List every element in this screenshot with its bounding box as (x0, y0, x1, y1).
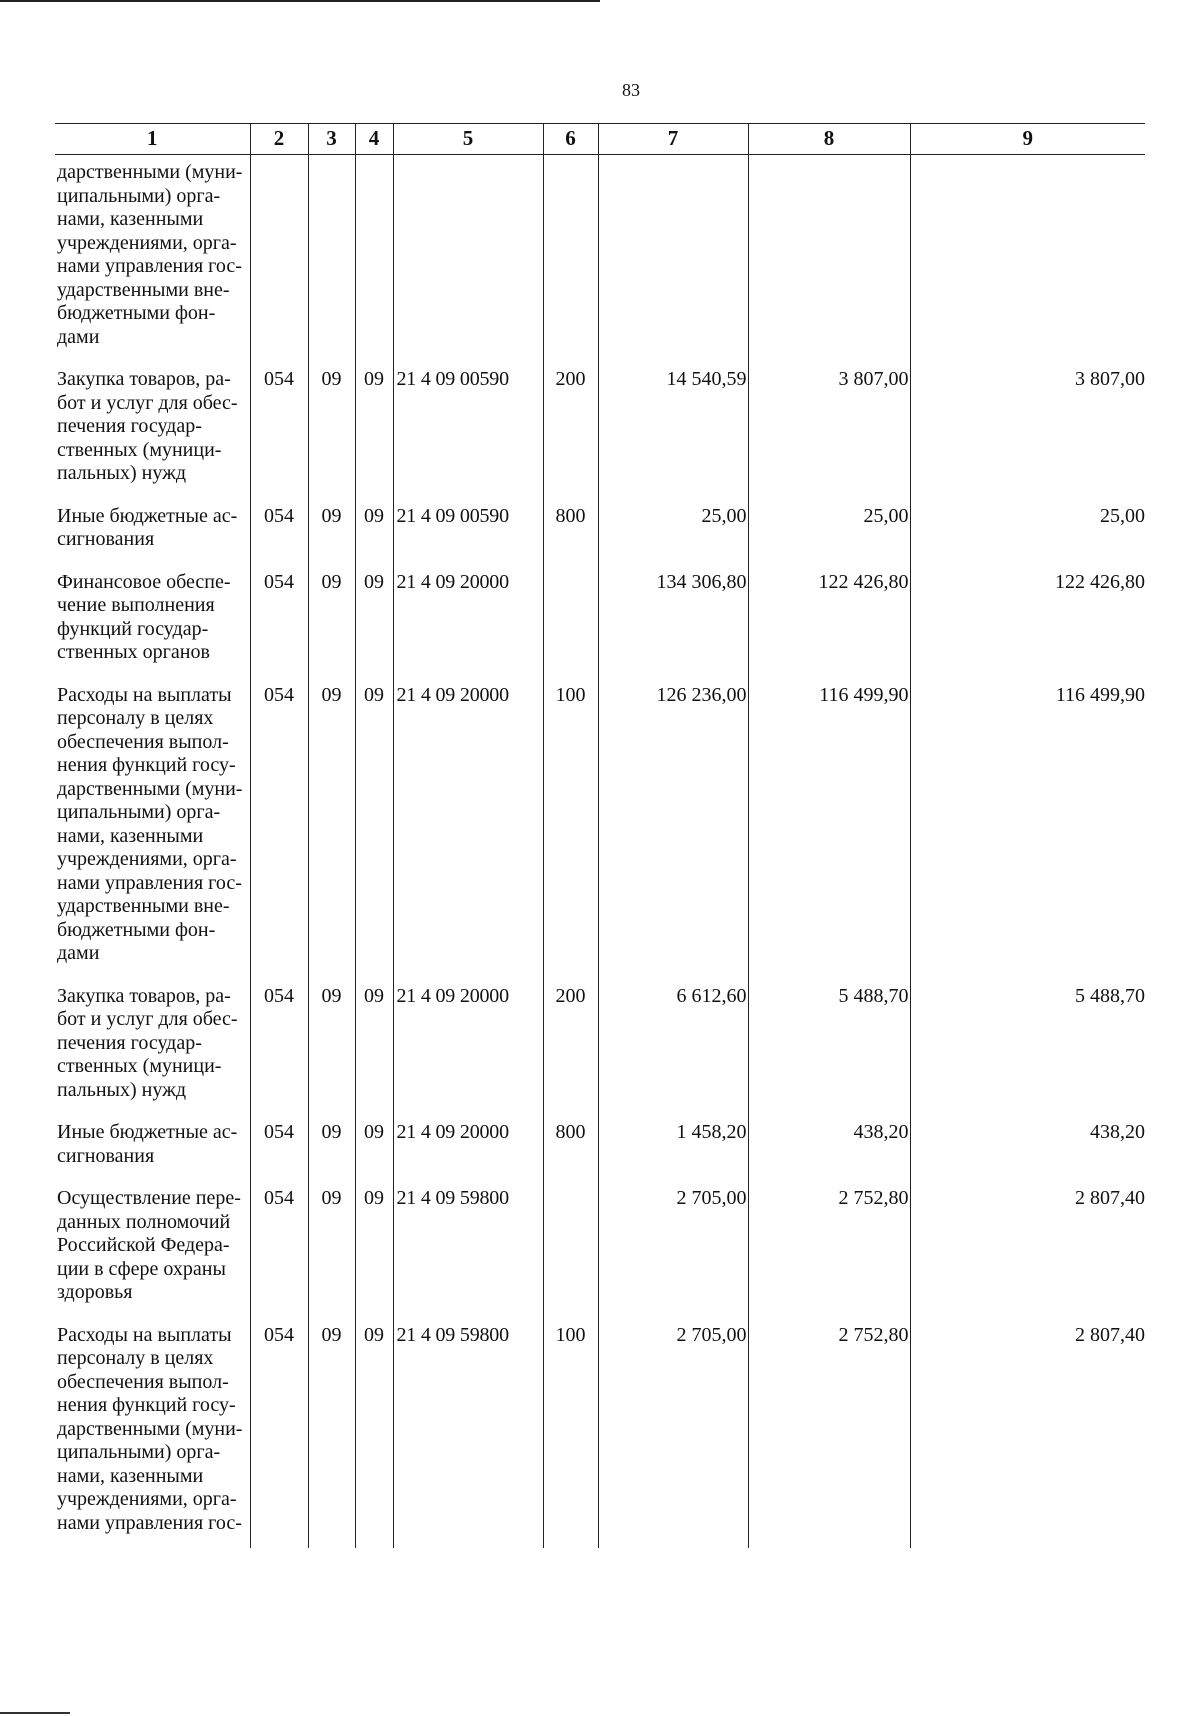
row-col-7: 14 540,59 (598, 362, 748, 499)
row-col-6: 800 (543, 499, 598, 565)
row-col-2 (250, 155, 308, 363)
row-col-8: 116 499,90 (748, 678, 910, 979)
row-col-9: 2 807,40 (910, 1318, 1145, 1549)
row-col-8: 2 752,80 (748, 1181, 910, 1318)
row-col-6 (543, 565, 598, 678)
row-col-4: 09 (355, 1181, 393, 1318)
bottom-edge-rule (0, 1712, 70, 1714)
row-name: Закупка товаров, ра- бот и услуг для обес- печения государ- ственных (муници- пальных) нужд (57, 984, 238, 1101)
row-col-9 (910, 155, 1145, 363)
row-name: Иные бюджетные ас- сигнования (57, 504, 238, 550)
row-col-8: 3 807,00 (748, 362, 910, 499)
row-col-2: 054 (250, 362, 308, 499)
header-col-5: 5 (393, 124, 543, 155)
row-col-9: 3 807,00 (910, 362, 1145, 499)
row-col-3: 09 (308, 979, 355, 1116)
row-name: дарственными (муни- ципальными) орга- нами, казенными учреждениями, орга- нами управления гос- ударственными вне- бюджетными фон- дами (57, 161, 243, 348)
row-col-4: 09 (355, 499, 393, 565)
header-col-6: 6 (543, 124, 598, 155)
top-edge-rule (0, 0, 600, 2)
row-col-3: 09 (308, 1181, 355, 1318)
row-col-5: 21 4 09 20000 (393, 678, 543, 979)
row-col-6: 100 (543, 1318, 598, 1549)
row-col-8: 5 488,70 (748, 979, 910, 1116)
row-col-8: 25,00 (748, 499, 910, 565)
row-col-4: 09 (355, 1318, 393, 1549)
row-col-6: 100 (543, 678, 598, 979)
row-col-9: 122 426,80 (910, 565, 1145, 678)
row-col-2: 054 (250, 499, 308, 565)
table-row (55, 1181, 1145, 1318)
row-col-4: 09 (355, 979, 393, 1116)
header-col-2: 2 (250, 124, 308, 155)
page-number: 83 (622, 80, 640, 100)
row-col-2: 054 (250, 1115, 308, 1181)
row-col-7: 134 306,80 (598, 565, 748, 678)
row-col-6: 200 (543, 362, 598, 499)
row-name: Закупка товаров, ра- бот и услуг для обес- печения государ- ственных (муници- пальных) нужд (57, 368, 238, 484)
row-col-2: 054 (250, 979, 308, 1116)
row-col-7: 1 458,20 (598, 1115, 748, 1181)
row-col-3: 09 (308, 678, 355, 979)
row-col-4: 09 (355, 678, 393, 979)
row-col-2: 054 (250, 1318, 308, 1549)
table-row (55, 362, 1145, 499)
row-col-7: 2 705,00 (598, 1318, 748, 1549)
row-col-2: 054 (250, 1181, 308, 1318)
row-col-3: 09 (308, 362, 355, 499)
row-col-2: 054 (250, 678, 308, 979)
table-body (55, 155, 1145, 1549)
row-col-3: 09 (308, 499, 355, 565)
table-row (55, 678, 1145, 979)
row-name: Иные бюджетные ас- сигнования (57, 1121, 238, 1167)
row-col-6 (543, 1181, 598, 1318)
row-col-8: 2 752,80 (748, 1318, 910, 1549)
row-col-5: 21 4 09 00590 (393, 362, 543, 499)
row-col-7: 126 236,00 (598, 678, 748, 979)
row-col-7: 2 705,00 (598, 1181, 748, 1318)
row-col-5: 21 4 09 20000 (393, 565, 543, 678)
row-name: Финансовое обеспе- чение выполнения функций государ- ственных органов (57, 570, 231, 663)
row-col-6: 200 (543, 979, 598, 1116)
row-col-8: 438,20 (748, 1115, 910, 1181)
table-row (55, 1115, 1145, 1181)
row-col-5: 21 4 09 20000 (393, 979, 543, 1116)
row-col-9: 25,00 (910, 499, 1145, 565)
row-col-4: 09 (355, 1115, 393, 1181)
header-col-7: 7 (598, 124, 748, 155)
table-row (55, 565, 1145, 678)
row-col-4: 09 (355, 362, 393, 499)
row-col-4: 09 (355, 565, 393, 678)
header-row (55, 124, 1145, 155)
row-col-7: 6 612,60 (598, 979, 748, 1116)
row-name: Расходы на выплаты персоналу в целях обеспечения выпол- нения функций госу- дарственными (муни- ципальными) орга- нами, казенными учреждениями, орга- нами управления гос- (57, 1323, 243, 1534)
header-col-4: 4 (355, 124, 393, 155)
row-col-3: 09 (308, 565, 355, 678)
row-col-9: 116 499,90 (910, 678, 1145, 979)
row-col-9: 2 807,40 (910, 1181, 1145, 1318)
row-col-3: 09 (308, 1318, 355, 1549)
header-col-8: 8 (748, 124, 910, 155)
row-col-5 (393, 155, 543, 363)
row-name: Расходы на выплаты персоналу в целях обеспечения выпол- нения функций госу- дарственными (муни- ципальными) орга- нами, казенными учреждениями, орга- нами управления гос- ударственными вне- бюджетными фон- дами (57, 683, 243, 964)
table-row (55, 979, 1145, 1116)
header-col-3: 3 (308, 124, 355, 155)
row-col-5: 21 4 09 59800 (393, 1181, 543, 1318)
row-col-6: 800 (543, 1115, 598, 1181)
row-name: Осуществление пере- данных полномочий Российской Федера- ции в сфере охраны здоровья (57, 1187, 241, 1303)
row-col-8: 122 426,80 (748, 565, 910, 678)
row-col-4 (355, 155, 393, 363)
row-col-3: 09 (308, 1115, 355, 1181)
table-row (55, 155, 1145, 363)
table-row (55, 499, 1145, 565)
table-row (55, 1318, 1145, 1549)
row-col-9: 438,20 (910, 1115, 1145, 1181)
row-col-7 (598, 155, 748, 363)
row-col-6 (543, 155, 598, 363)
header-col-1: 1 (55, 124, 250, 155)
row-col-3 (308, 155, 355, 363)
row-col-5: 21 4 09 20000 (393, 1115, 543, 1181)
budget-table (55, 123, 1145, 1548)
row-col-5: 21 4 09 59800 (393, 1318, 543, 1549)
row-col-8 (748, 155, 910, 363)
row-col-2: 054 (250, 565, 308, 678)
row-col-9: 5 488,70 (910, 979, 1145, 1116)
header-col-9: 9 (910, 124, 1145, 155)
row-col-5: 21 4 09 00590 (393, 499, 543, 565)
row-col-7: 25,00 (598, 499, 748, 565)
